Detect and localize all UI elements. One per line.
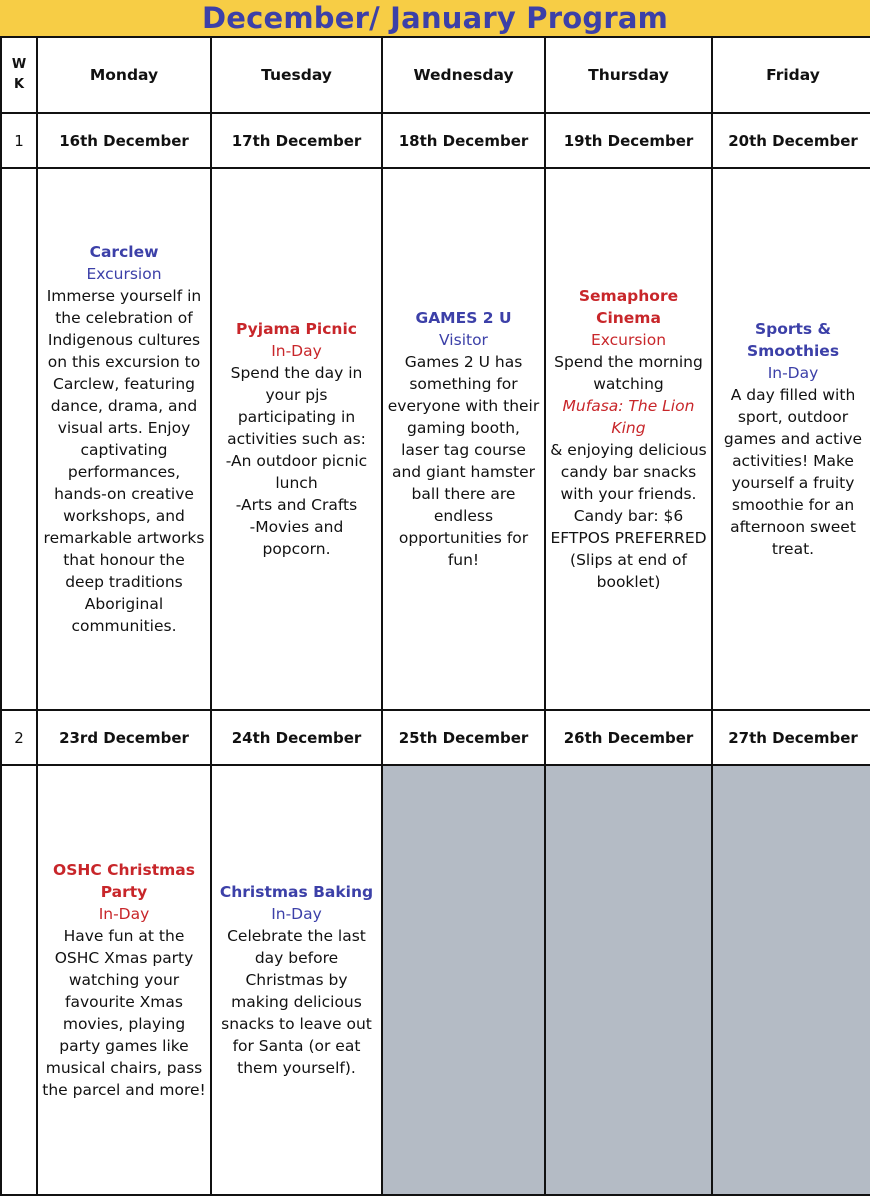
date-cell: 20th December xyxy=(712,113,870,168)
closed-day-cell xyxy=(382,765,545,1195)
activity-name: Christmas Baking xyxy=(219,883,374,901)
week-1-activity-row xyxy=(1,168,870,710)
activity-cell-games-2-u xyxy=(382,168,545,710)
date-cell: 26th December xyxy=(545,710,712,765)
activity-name: GAMES 2 U xyxy=(415,309,512,327)
activity-description: Have fun at the OSHC Xmas party watching your favourite Xmas movies, playing party games like musical chairs, pass the parcel and more! xyxy=(42,927,206,1099)
activity-name: Sports & Smoothies xyxy=(746,320,840,360)
activity-type: In-Day xyxy=(98,905,150,923)
week-2-date-row xyxy=(1,710,870,765)
activity-name: Semaphore Cinema xyxy=(578,287,679,327)
date-cell: 23rd December xyxy=(37,710,211,765)
date-cell: 18th December xyxy=(382,113,545,168)
activity-block xyxy=(713,318,870,560)
activity-type: Excursion xyxy=(86,265,162,283)
week-spacer-cell xyxy=(1,765,37,1195)
activity-list-item: -Movies and popcorn. xyxy=(249,518,344,558)
activity-block xyxy=(38,241,210,637)
week-number: 1 xyxy=(1,113,37,168)
activity-cell-carclew xyxy=(37,168,211,710)
date-cell: 16th December xyxy=(37,113,211,168)
week-column-header xyxy=(1,37,37,113)
activity-description: Celebrate the last day before Christmas by making delicious snacks to leave out for Santa (or eat them yourself). xyxy=(221,927,372,1077)
title-bar xyxy=(0,0,870,36)
closed-day-cell xyxy=(545,765,712,1195)
program-table xyxy=(0,36,870,1196)
page-title: December/ January Program xyxy=(201,1,669,35)
day-header-monday: Monday xyxy=(37,37,211,113)
week-2-activity-row xyxy=(1,765,870,1195)
activity-type: In-Day xyxy=(271,342,322,360)
activity-description: A day filled with sport, outdoor games and active activities! Make yourself a fruity smoothie for an afternoon sweet treat. xyxy=(723,386,863,558)
activity-block xyxy=(546,285,711,593)
date-cell: 27th December xyxy=(712,710,870,765)
activity-description: Games 2 U has something for everyone with their gaming booth, laser tag course and giant hamster ball there are endless opportunities for fun! xyxy=(387,353,540,569)
day-header-wednesday: Wednesday xyxy=(382,37,545,113)
activity-cell-semaphore-cinema xyxy=(545,168,712,710)
week-spacer-cell xyxy=(1,168,37,710)
activity-type: In-Day xyxy=(271,905,322,923)
activity-block xyxy=(212,881,381,1079)
header-row xyxy=(1,37,870,113)
date-cell: 25th December xyxy=(382,710,545,765)
activity-description: Spend the morning watching xyxy=(554,353,703,393)
week-header-w: W xyxy=(11,57,27,72)
activity-cell-christmas-party xyxy=(37,765,211,1195)
activity-list-item: -Arts and Crafts xyxy=(235,496,358,514)
activity-type: In-Day xyxy=(767,364,819,382)
week-1-date-row xyxy=(1,113,870,168)
day-header-tuesday: Tuesday xyxy=(211,37,382,113)
day-header-friday: Friday xyxy=(712,37,870,113)
activity-description-continued: & enjoying delicious candy bar snacks with your friends. xyxy=(550,441,707,503)
activity-name: Carclew xyxy=(89,243,159,261)
activity-name: OSHC Christmas Party xyxy=(53,861,195,901)
week-number: 2 xyxy=(1,710,37,765)
candy-bar-price: Candy bar: $6 EFTPOS PREFERRED xyxy=(550,507,707,547)
day-header-thursday: Thursday xyxy=(545,37,712,113)
slips-note: (Slips at end of booklet) xyxy=(570,551,687,591)
activity-name: Pyjama Picnic xyxy=(236,320,357,338)
activity-type: Visitor xyxy=(439,331,488,349)
date-cell: 24th December xyxy=(211,710,382,765)
activity-block xyxy=(383,307,544,571)
date-cell: 17th December xyxy=(211,113,382,168)
activity-list-item: -An outdoor picnic lunch xyxy=(225,452,368,492)
date-cell: 19th December xyxy=(545,113,712,168)
activity-cell-christmas-baking xyxy=(211,765,382,1195)
closed-day-cell xyxy=(712,765,870,1195)
activity-type: Excursion xyxy=(590,331,667,349)
activity-block xyxy=(212,318,381,560)
activity-cell-pyjama-picnic xyxy=(211,168,382,710)
activity-block xyxy=(38,859,210,1101)
activity-cell-sports-smoothies xyxy=(712,168,870,710)
activity-description: Immerse yourself in the celebration of Indigenous cultures on this excursion to Carclew, featuring dance, drama, and visual arts. Enjoy captivating performances, hands-on creative workshops, and remarkable artworks that honour the deep traditions Aboriginal communities. xyxy=(43,287,205,635)
movie-title: Mufasa: The Lion King xyxy=(562,397,695,437)
week-header-k: K xyxy=(13,77,25,92)
activity-description: Spend the day in your pjs participating in activities such as: xyxy=(227,364,366,448)
